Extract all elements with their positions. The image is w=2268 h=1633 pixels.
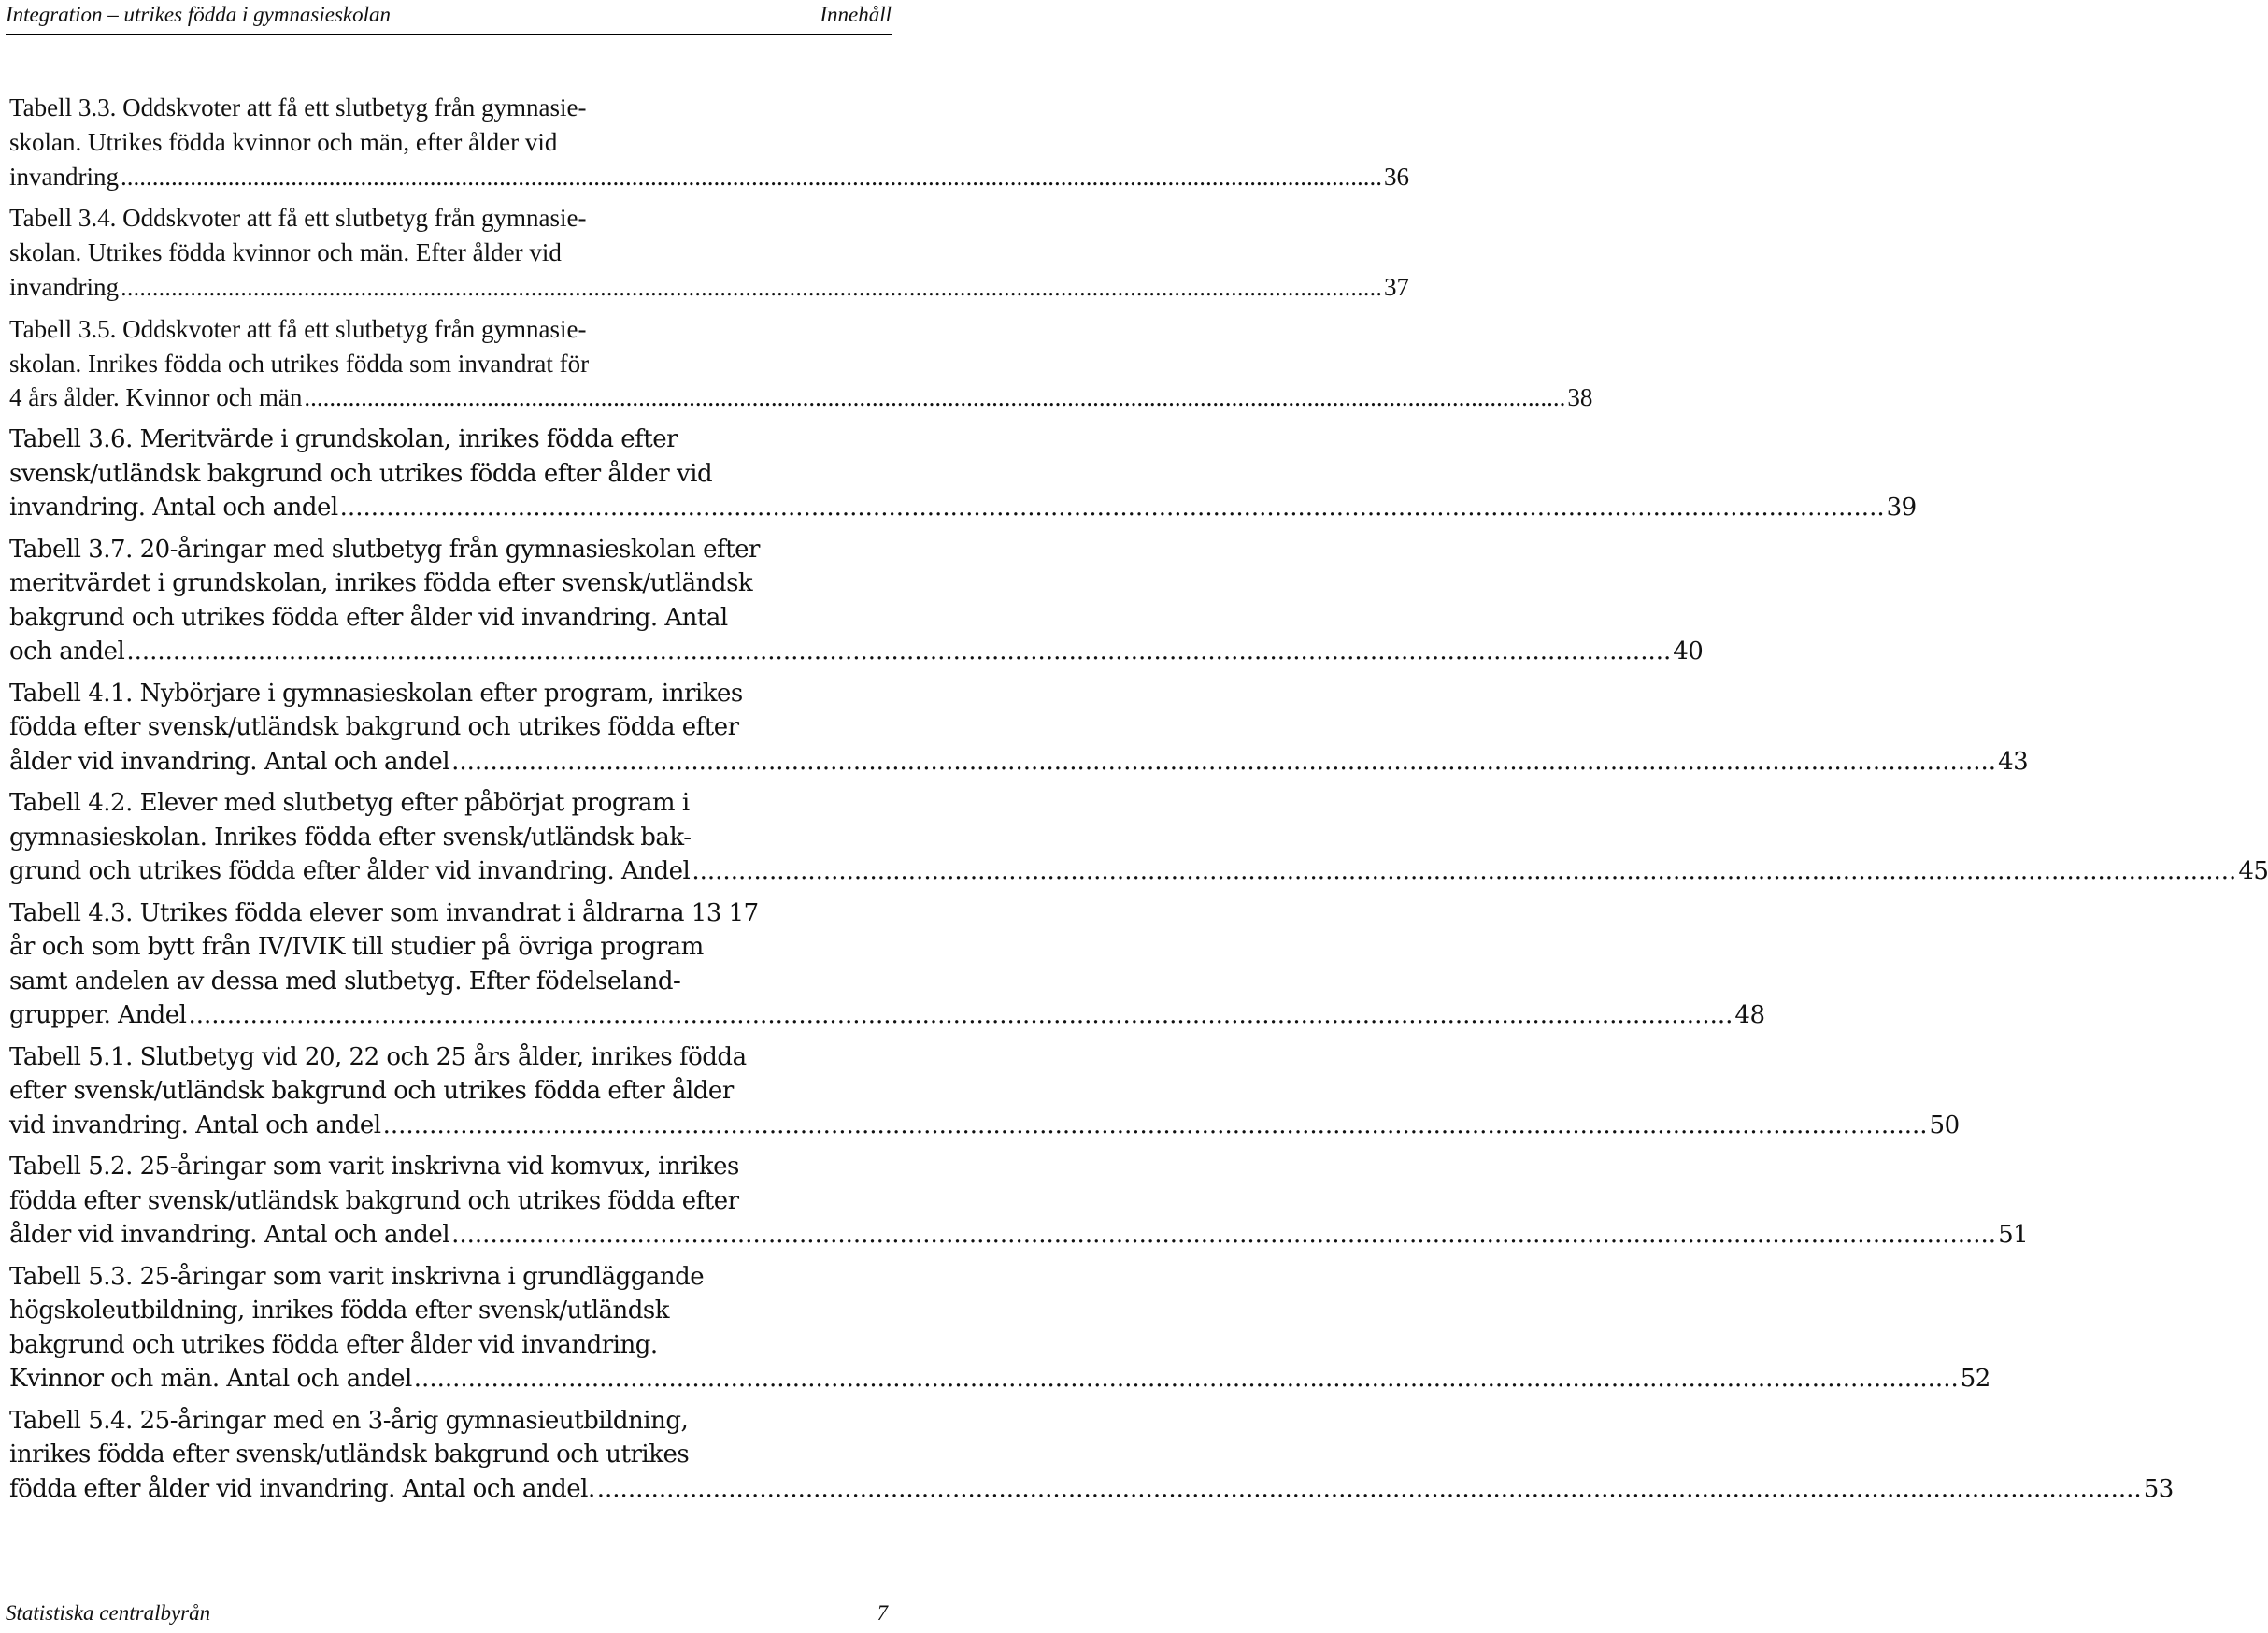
toc-page-number: 53 <box>2143 1474 2174 1503</box>
toc-entry-text-line: gymnasieskolan. Inrikes födda efter svensk/utländsk bak- <box>9 823 692 852</box>
toc-entry-last-line <box>9 491 1917 525</box>
dot-leader: ........................................................................................................................................................................................................ <box>120 162 1382 191</box>
toc-entry-text-line: Tabell 4.3. Utrikes födda elever som invandrat i åldrarna 13 17 <box>9 898 759 927</box>
toc-entry-text-line: födda efter svensk/utländsk bakgrund och utrikes födda efter <box>9 1186 739 1215</box>
toc-entry-last-line <box>9 1362 1990 1397</box>
toc-entry-text-line: högskoleutbildning, inrikes födda efter svensk/utländsk <box>9 1296 670 1325</box>
toc-entry-text-line: Tabell 3.6. Meritvärde i grundskolan, inrikes födda efter <box>9 425 678 454</box>
dot-leader: ........................................................................................................................................................................................................ <box>413 1365 1959 1394</box>
toc-entry[interactable] <box>9 201 1409 304</box>
toc-entry-text-line: Tabell 3.5. Oddskvoter att få ett slutbetyg från gymnasie- <box>9 314 587 343</box>
toc-page-number: 45 <box>2238 857 2268 886</box>
toc-entry-text-line: Tabell 5.4. 25-åringar med en 3-årig gymnasieutbildning, <box>9 1406 689 1435</box>
toc-entry-text-line: ålder vid invandring. Antal och andel <box>9 1221 450 1250</box>
dot-leader: ........................................................................................................................................................................................................ <box>120 272 1382 301</box>
toc-entry-text-line: bakgrund och utrikes födda efter ålder vid invandring. Antal <box>9 603 728 632</box>
toc-entry[interactable] <box>9 677 2029 780</box>
toc-entry-text-line: invandring. Antal och andel <box>9 494 338 523</box>
running-header <box>6 0 892 35</box>
toc-entry-text-line: meritvärdet i grundskolan, inrikes födda efter svensk/utländsk <box>9 569 753 598</box>
toc-entry-text-line: Tabell 5.1. Slutbetyg vid 20, 22 och 25 års ålder, inrikes födda <box>9 1042 747 1071</box>
toc-page-number: 43 <box>1998 747 2029 776</box>
toc-entry-last-line <box>9 1218 2029 1253</box>
toc-entry-last-line <box>9 635 1704 669</box>
toc-entry-text-line: Kvinnor och män. Antal och andel <box>9 1365 412 1394</box>
toc-entry[interactable] <box>9 1040 1960 1143</box>
dot-leader: ........................................................................................................................................................................................................ <box>304 383 1566 412</box>
toc-entry-text-line: bakgrund och utrikes födda efter ålder vid invandring. <box>9 1330 658 1359</box>
toc-entry[interactable] <box>9 786 2268 889</box>
toc-entry-text-line: Tabell 3.3. Oddskvoter att få ett slutbetyg från gymnasie- <box>9 93 587 122</box>
toc-entry-text-line: år och som bytt från IV/IVIK till studier på övriga program <box>9 933 704 962</box>
toc-entry-last-line <box>9 998 1765 1033</box>
toc-entry[interactable] <box>9 533 1704 669</box>
toc-entry[interactable] <box>9 423 1917 525</box>
toc-entry-last-line <box>9 854 2268 889</box>
toc-entry-text-line: Tabell 4.2. Elever med slutbetyg efter påbörjat program i <box>9 789 690 818</box>
toc-entry-text-line: invandring <box>9 162 119 191</box>
toc-entry-last-line <box>9 160 1409 194</box>
toc-entry-last-line <box>9 270 1409 305</box>
toc-page-number: 37 <box>1383 272 1409 301</box>
toc-entry-last-line <box>9 1472 2174 1507</box>
toc-entry-last-line <box>9 380 1593 415</box>
dot-leader: ........................................................................................................................................................................................................ <box>596 1474 2142 1503</box>
toc-entry-text-line: skolan. Utrikes födda kvinnor och män. Efter ålder vid <box>9 238 562 267</box>
dot-leader: ........................................................................................................................................................................................................ <box>382 1110 1928 1139</box>
toc-entry[interactable] <box>9 896 1765 1033</box>
toc-page-number: 38 <box>1567 383 1593 412</box>
toc-entry[interactable] <box>9 312 1593 415</box>
toc-entry-last-line <box>9 745 2029 780</box>
toc-entry-text-line: svensk/utländsk bakgrund och utrikes födda efter ålder vid <box>9 459 713 488</box>
toc-page-number: 48 <box>1734 1001 1765 1030</box>
dot-leader: ........................................................................................................................................................................................................ <box>692 857 2237 886</box>
dot-leader: ........................................................................................................................................................................................................ <box>451 747 1997 776</box>
toc-entry-text-line: skolan. Inrikes födda och utrikes födda som invandrat för <box>9 349 590 378</box>
dot-leader: ........................................................................................................................................................................................................ <box>188 1001 1733 1030</box>
toc-page-number: 51 <box>1998 1221 2029 1250</box>
toc-entry-text-line: samt andelen av dessa med slutbetyg. Efter födelseland- <box>9 967 681 996</box>
toc-entry-text-line: ålder vid invandring. Antal och andel <box>9 747 450 776</box>
table-of-contents <box>9 91 2268 1513</box>
toc-entry-text-line: födda efter svensk/utländsk bakgrund och utrikes födda efter <box>9 713 739 742</box>
dot-leader: ........................................................................................................................................................................................................ <box>126 637 1672 666</box>
toc-entry-text-line: Tabell 5.3. 25-åringar som varit inskrivna i grundläggande <box>9 1262 705 1291</box>
header-section: Innehåll <box>820 3 892 26</box>
footer-publisher: Statistiska centralbyrån <box>6 1601 211 1625</box>
toc-entry[interactable] <box>9 1150 2029 1253</box>
toc-entry-text-line: inrikes födda efter svensk/utländsk bakgrund och utrikes <box>9 1440 690 1469</box>
toc-entry-text-line: Tabell 3.7. 20-åringar med slutbetyg från gymnasieskolan efter <box>9 535 760 564</box>
toc-entry[interactable] <box>9 1404 2174 1507</box>
dot-leader: ........................................................................................................................................................................................................ <box>451 1221 1997 1250</box>
toc-entry-text-line: och andel <box>9 637 125 666</box>
toc-entry-text-line: skolan. Utrikes födda kvinnor och män, efter ålder vid <box>9 127 558 156</box>
dot-leader: ........................................................................................................................................................................................................ <box>339 494 1885 523</box>
toc-entry-text-line: invandring <box>9 272 119 301</box>
toc-entry-text-line: Tabell 3.4. Oddskvoter att få ett slutbetyg från gymnasie- <box>9 204 587 233</box>
page-number: 7 <box>877 1601 888 1625</box>
toc-entry-last-line <box>9 1109 1960 1143</box>
running-footer <box>6 1597 892 1633</box>
toc-page-number: 39 <box>1886 494 1917 523</box>
toc-page-number: 36 <box>1383 162 1409 191</box>
toc-entry-text-line: efter svensk/utländsk bakgrund och utrikes födda efter ålder <box>9 1077 734 1106</box>
toc-entry-text-line: vid invandring. Antal och andel <box>9 1110 381 1139</box>
toc-entry-text-line: Tabell 4.1. Nybörjare i gymnasieskolan efter program, inrikes <box>9 679 743 708</box>
toc-entry-text-line: Tabell 5.2. 25-åringar som varit inskrivna vid komvux, inrikes <box>9 1153 739 1182</box>
toc-page-number: 40 <box>1673 637 1704 666</box>
toc-entry-text-line: grund och utrikes födda efter ålder vid invandring. Andel <box>9 857 691 886</box>
header-title: Integration – utrikes födda i gymnasieskolan <box>6 3 392 26</box>
toc-entry[interactable] <box>9 1260 1990 1397</box>
toc-entry-text-line: födda efter ålder vid invandring. Antal och andel. <box>9 1474 595 1503</box>
toc-page-number: 52 <box>1960 1365 1990 1394</box>
toc-entry-text-line: 4 års ålder. Kvinnor och män <box>9 383 303 412</box>
toc-page-number: 50 <box>1929 1110 1960 1139</box>
toc-entry[interactable] <box>9 91 1409 193</box>
toc-entry-text-line: grupper. Andel <box>9 1001 187 1030</box>
